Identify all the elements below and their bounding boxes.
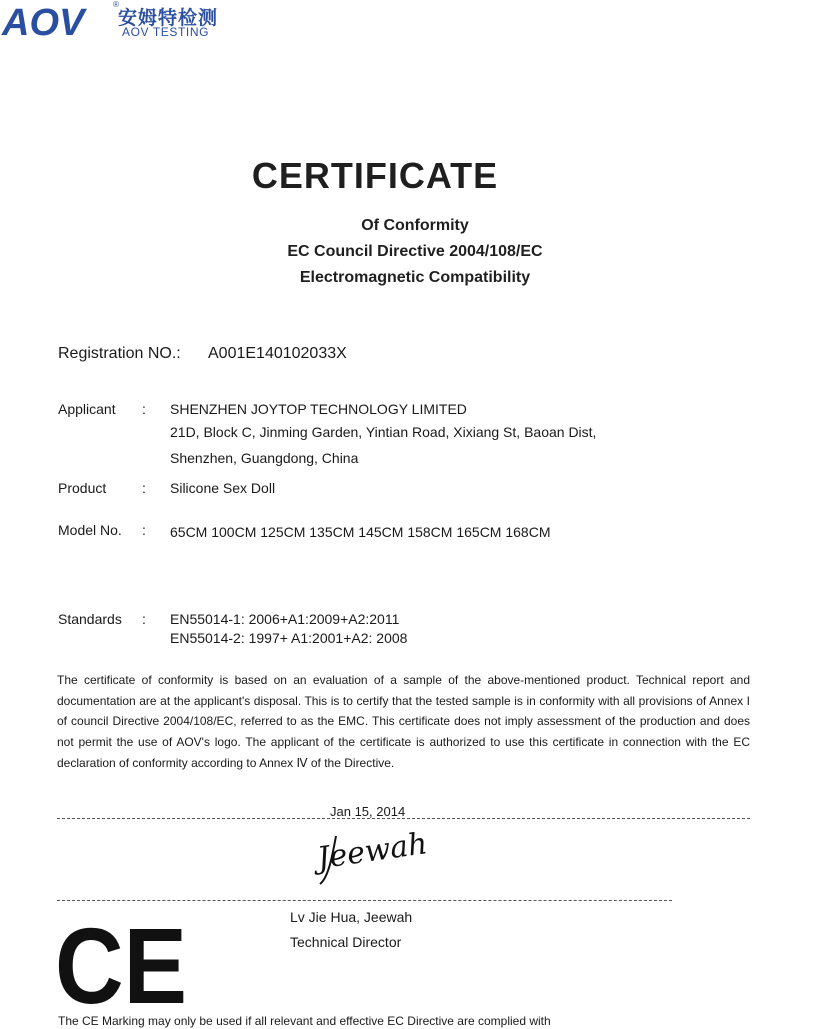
product-value: Silicone Sex Doll xyxy=(170,480,276,496)
signer-title: Technical Director xyxy=(290,934,402,950)
registration-label: Registration NO.: xyxy=(58,345,181,362)
divider-bottom xyxy=(57,900,672,901)
standards-label: Standards xyxy=(58,611,122,627)
aov-logo xyxy=(2,2,114,44)
applicant-colon: : xyxy=(142,401,146,417)
model-label: Model No. xyxy=(58,522,122,538)
subtitle-emc: Electromagnetic Compatibility xyxy=(299,269,531,286)
subtitle-conformity: Of Conformity xyxy=(361,217,469,234)
company-name-en: AOV TESTING xyxy=(122,25,210,39)
conformity-statement: The certificate of conformity is based on an evaluation of a sample of the above-mentioned product. Technical report and documentation are at the applicant's disposal. This is to certify that the tested sample is in conformity with all provisions of Annex I of council Directive 2004/108/EC, referred to as the EMC. This certificate does not imply assessment of the production and does not permit the use of AOV's logo. The applicant of the certificate is authorized to use this certificate in connection with the EC declaration of conformity according to Annex Ⅳ of the Directive. xyxy=(57,673,750,770)
standard-line-1: EN55014-1: 2006+A1:2009+A2:2011 xyxy=(170,611,400,627)
ce-marking-note: The CE Marking may only be used if all relevant and effective EC Directive are complied with xyxy=(58,1014,551,1028)
logo-text: AOV xyxy=(2,2,85,44)
model-value: 65CM 100CM 125CM 135CM 145CM 158CM 165CM 168CM xyxy=(170,524,551,540)
registration-number: A001E140102033X xyxy=(208,345,347,362)
product-label: Product xyxy=(58,480,107,496)
registered-mark: ® xyxy=(113,0,119,9)
model-colon: : xyxy=(142,522,146,538)
ce-marking-icon xyxy=(55,905,190,1026)
company-name-cn: 安姆特检测 xyxy=(118,8,219,29)
product-colon: : xyxy=(142,480,146,496)
issue-date: Jan 15, 2014 xyxy=(330,804,406,819)
subtitle-directive: EC Council Directive 2004/108/EC xyxy=(287,243,543,260)
applicant-address-line-2: Shenzhen, Guangdong, China xyxy=(170,450,359,466)
applicant-address-line-1: 21D, Block C, Jinming Garden, Yintian Road, Xixiang St, Baoan Dist, xyxy=(170,424,597,440)
ce-text: CE xyxy=(55,905,187,1026)
applicant-label: Applicant xyxy=(58,401,116,417)
applicant-name: SHENZHEN JOYTOP TECHNOLOGY LIMITED xyxy=(170,401,467,417)
standards-colon: : xyxy=(142,611,146,627)
standard-line-2: EN55014-2: 1997+ A1:2001+A2: 2008 xyxy=(170,630,408,646)
signature xyxy=(314,818,430,890)
signature-text: Jeewah xyxy=(315,826,430,877)
certificate-title: CERTIFICATE xyxy=(251,155,499,196)
signer-name: Lv Jie Hua, Jeewah xyxy=(290,909,413,925)
